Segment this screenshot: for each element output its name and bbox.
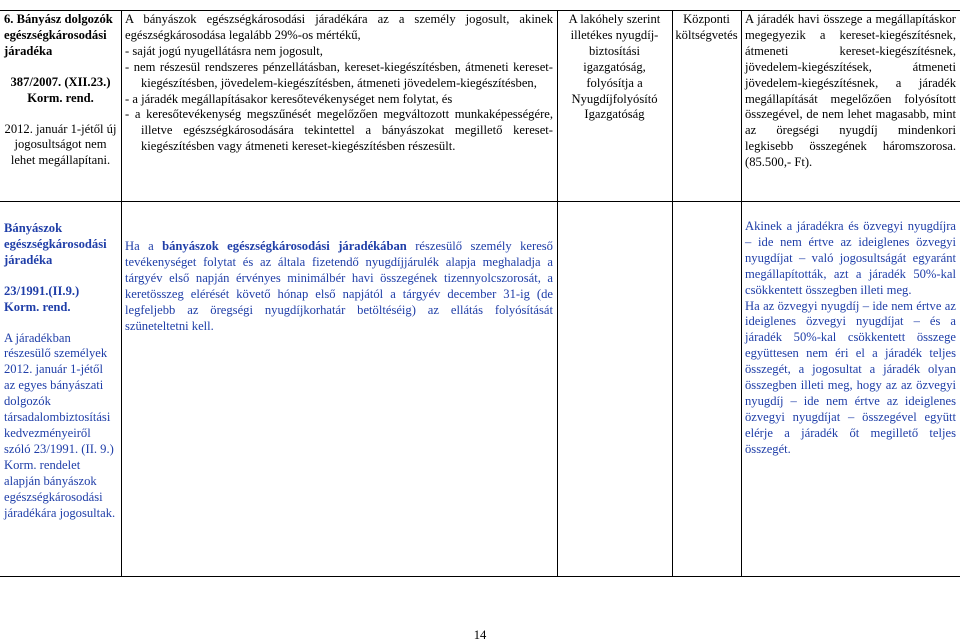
row2-benefit-name-cell	[0, 221, 121, 574]
row1-authority-cell	[557, 12, 672, 201]
row2-conditions-cell	[121, 239, 557, 574]
row1-benefit-title: 6. Bányász dolgozók egészségkárosodási járadéka	[4, 12, 113, 58]
row1-condition-item: - saját jogú nyugellátásra nem jogosult,	[125, 43, 323, 58]
row2-note: A járadékban részesülő személyek 2012. január 1-jétől az egyes bányászati dolgozók társadalombiztosítási kedvezményeiről szóló 23/1991. (II. 9.) Korm. rendelet alapján bányászok egészségkárosodási járadékára jogosultak.	[4, 330, 116, 520]
row1-condition-item: - a keresőtevékenység megszűnését megelőzően megváltozott munkaképességére, illetve egészségkárosodására tekintettel a bányászokat megillető kereset-kiegészítésben vagy átmeneti kereset-kiegészítésben részesült.	[125, 107, 553, 154]
row1-condition-item: - a járadék megállapításakor keresőtevékenységet nem folytat, és	[125, 91, 453, 106]
row2-amount-paragraph-1: Akinek a járadékra és özvegyi nyugdíjra – ide nem értve az ideiglenes özvegyi nyugdíjat – való jogosultságát egyaránt megállapították, azt a járadék 50%-kal csökkentett összegben illeti meg.	[745, 219, 956, 297]
row2-conditions-lead: Ha a	[125, 239, 154, 253]
row1-conditions-intro: A bányászok egészségkárosodási járadékára az a személy jogosult, akinek egészségkárosodása legalább 29%-os mértékű,	[125, 12, 553, 42]
row1-amount: A járadék havi összege a megállapításkor megegyezik a kereset-kiegészítésnek, átmeneti kereset-kiegészítésnek, jövedelem-kiegészítések, átmeneti jövedelem-kiegészítésnek, a járadék megállapítását megelőzően folyósított összegével, de nem lehet magasabb, mint az öregségi nyugdíj mindenkori legkisebb összegének háromszorosa. (85.500,- Ft).	[745, 12, 956, 170]
table-top-border	[0, 10, 960, 11]
row2-decree-reference: 23/1991.(II.9.) Korm. rend.	[4, 283, 80, 314]
row-separator	[0, 201, 960, 202]
page-number: 14	[473, 628, 487, 642]
row2-amount-cell	[741, 219, 960, 574]
row1-funding: Központi költségvetés	[675, 12, 738, 42]
row2-benefit-title: Bányászok egészségkárosodási járadéka	[4, 221, 107, 267]
row1-authority: A lakóhely szerint illetékes nyugdíj-biztosítási igazgatóság, folyósítja a Nyugdíjfolyósító Igazgatóság	[568, 12, 661, 122]
row1-funding-cell	[672, 12, 741, 201]
row1-note: 2012. január 1-jétől új jogosultságot nem lehet megállapítani.	[4, 121, 117, 168]
row1-conditions-cell	[121, 12, 557, 201]
table-bottom-border	[0, 576, 960, 577]
row1-benefit-name-cell	[0, 12, 121, 201]
row1-decree-reference: 387/2007. (XII.23.) Korm. rend.	[10, 74, 111, 105]
row2-conditions-emphasis: bányászok egészségkárosodási járadékában	[162, 239, 407, 253]
row1-condition-item: - nem részesül rendszeres pénzellátásban, kereset-kiegészítésben, átmeneti kereset-kiegészítésben, jövedelem-kiegészítésben, átmeneti jövedelem-kiegészítésben,	[125, 59, 553, 90]
row2-conditions-text	[125, 239, 553, 334]
row2-amount-paragraph-2: Ha az özvegyi nyugdíj – ide nem értve az ideiglenes özvegyi nyugdíjat – és a járadék 50%-kal csökkentett összege együttesen nem éri el a járadék teljes összegét, a jogosultat a járadék olyan összegben illeti meg, hogy az az özvegyi nyugdíj – ide nem értve az ideiglenes özvegyi nyugdíjat – összegével együtt elérje a járadék őt megillető teljes összegét.	[745, 298, 956, 456]
row2-conditions-rest: részesülő személy kereső tevékenységet folytat és az általa fizetendő nyugdíjjárulék alapja meghaladja a tárgyév első napján érvényes minimálbér havi összegének tizennyolcszorosát, a keretösszeg elérését követő hónap első napjától a tárgyév december 31-ig (de legfeljebb az öregségi nyugdíjkorhatár betöltéséig) az ellátás folyósítását szüneteltetni kell.	[125, 239, 553, 333]
row1-amount-cell	[741, 12, 960, 201]
